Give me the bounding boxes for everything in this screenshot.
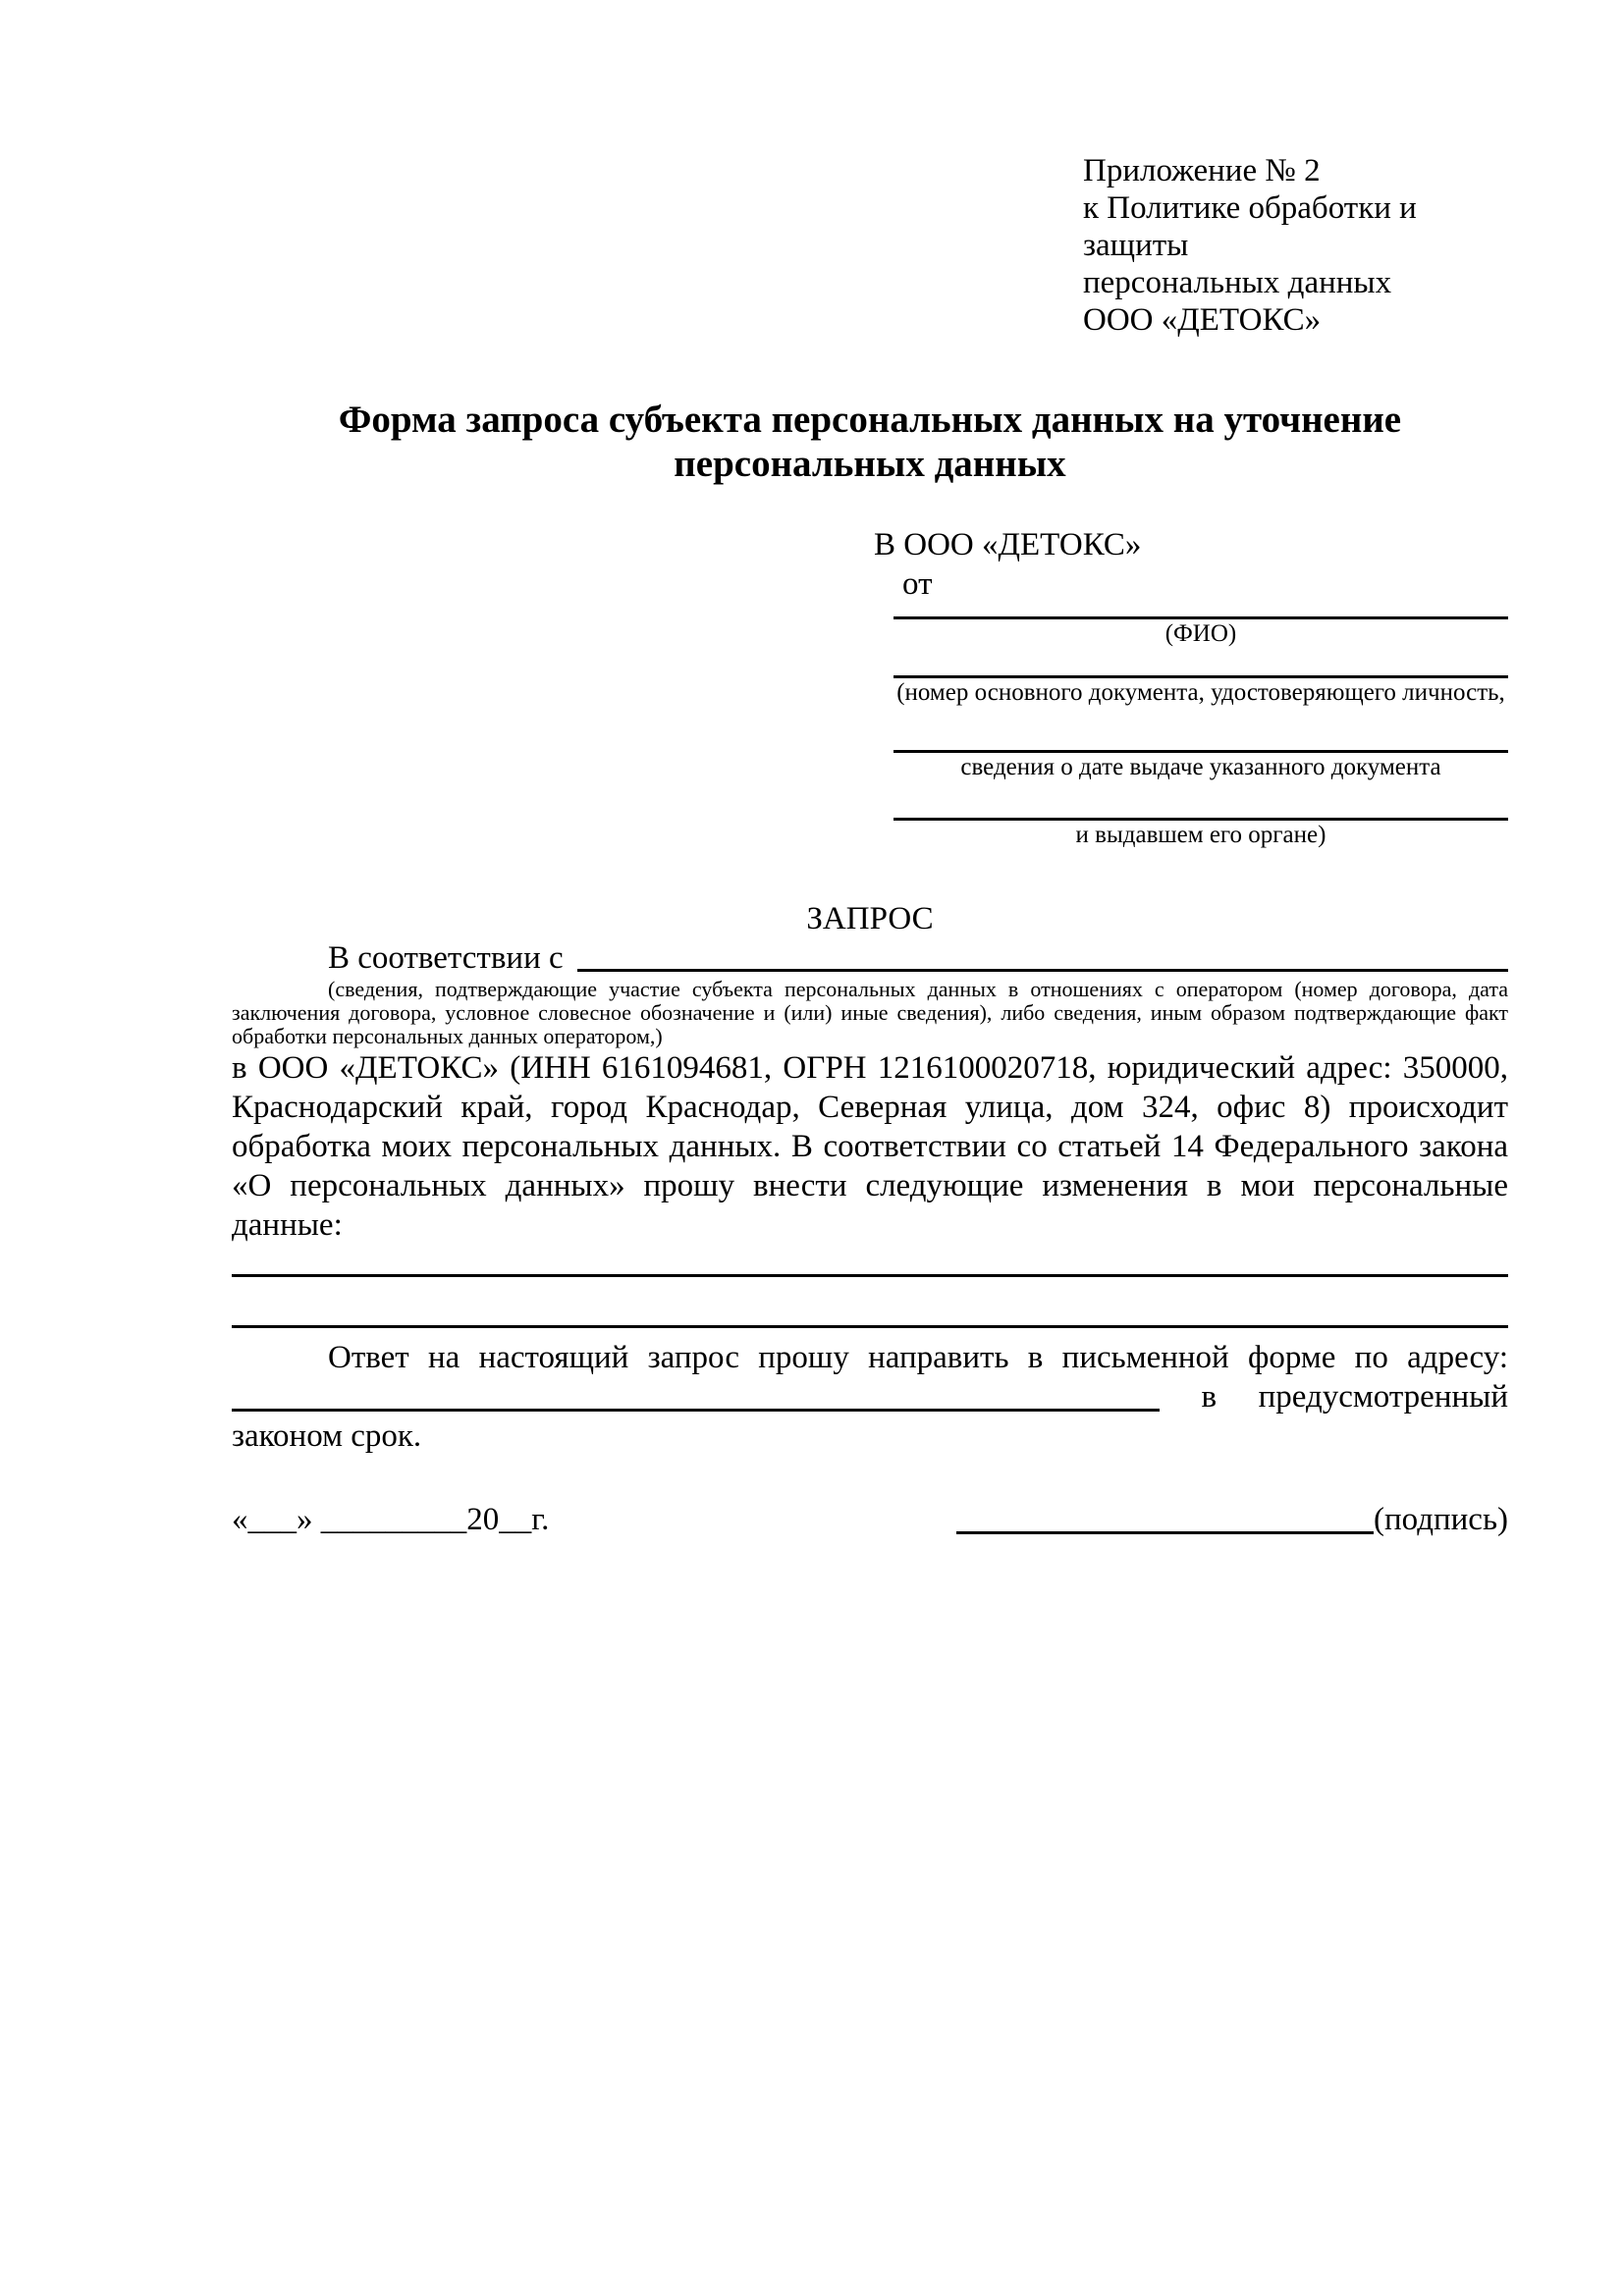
basis-footnote: (сведения, подтверждающие участие субъекта персональных данных в отношениях с оператором (номер договора, дата заключения договора, условное словесное обозначение и (или) иные сведения), либо сведения, иным образом подтверждающие факт обработки персональных данных оператором,)	[232, 977, 1508, 1048]
reply-word-predusmotrennyj: предусмотренный	[1258, 1379, 1508, 1415]
request-heading: ЗАПРОС	[806, 901, 934, 936]
basis-fill-in-line	[577, 969, 1508, 972]
applicant-fields	[893, 604, 1508, 850]
appendix-note	[1083, 152, 1508, 339]
document-issuer-field	[893, 782, 1508, 850]
field-caption-issue-date: сведения о дате выдаче указанного документа	[960, 754, 1441, 780]
document-number-field	[893, 649, 1508, 708]
appendix-note-line: Приложение № 2	[1083, 153, 1321, 188]
form-title-line2: персональных данных	[674, 443, 1066, 485]
signature-block	[956, 1500, 1508, 1539]
field-caption-issuer: и выдавшем его органе)	[1075, 822, 1326, 848]
signature-line	[956, 1531, 1374, 1534]
reply-sentence-line1: Ответ на настоящий запрос прошу направить в письменной форме по адресу:	[328, 1340, 1508, 1375]
signature-row	[232, 1500, 1508, 1539]
basis-sentence	[232, 938, 1508, 978]
fio-field	[893, 604, 1508, 649]
from-label: от	[902, 566, 933, 602]
basis-prefix: В соответствии с	[328, 940, 564, 976]
fill-in-line	[893, 708, 1508, 753]
fill-in-line	[893, 649, 1508, 678]
signature-caption: (подпись)	[1374, 1502, 1508, 1537]
appendix-note-line: ООО «ДЕТОКС»	[1083, 302, 1322, 338]
changes-fill-in-line-1	[232, 1274, 1508, 1277]
form-title-line1: Форма запроса субъекта персональных данных на уточнение	[338, 399, 1402, 441]
appendix-note-line: персональных данных	[1083, 265, 1392, 300]
reply-sentence-line2	[232, 1377, 1508, 1416]
date-blank: «___» _________20__г.	[232, 1502, 550, 1537]
addressee-company: В ООО «ДЕТОКС»	[874, 527, 1142, 562]
field-caption-fio: (ФИО)	[1164, 620, 1237, 647]
fill-in-line	[893, 782, 1508, 821]
field-caption-document-number: (номер основного документа, удостоверяющего личность,	[896, 679, 1505, 706]
document-issue-date-field	[893, 708, 1508, 782]
reply-sentence-line3: законом срок.	[232, 1418, 422, 1454]
request-body: в ООО «ДЕТОКС» (ИНН 6161094681, ОГРН 1216100020718, юридический адрес: 350000, Краснодарский край, город Краснодар, Северная улица, дом 324, офис 8) происходит обработка моих персональных данных. В соответствии со статьей 14 Федерального закона «О персональных данных» прошу внести следующие изменения в мои персональные данные:	[232, 1050, 1508, 1243]
fill-in-line	[893, 604, 1508, 619]
appendix-note-line: к Политике обработки и защиты	[1083, 190, 1417, 263]
changes-fill-in-line-2	[232, 1325, 1508, 1328]
form-title	[232, 398, 1508, 486]
address-fill-in-line	[232, 1409, 1160, 1412]
reply-word-v: в	[1201, 1379, 1218, 1415]
